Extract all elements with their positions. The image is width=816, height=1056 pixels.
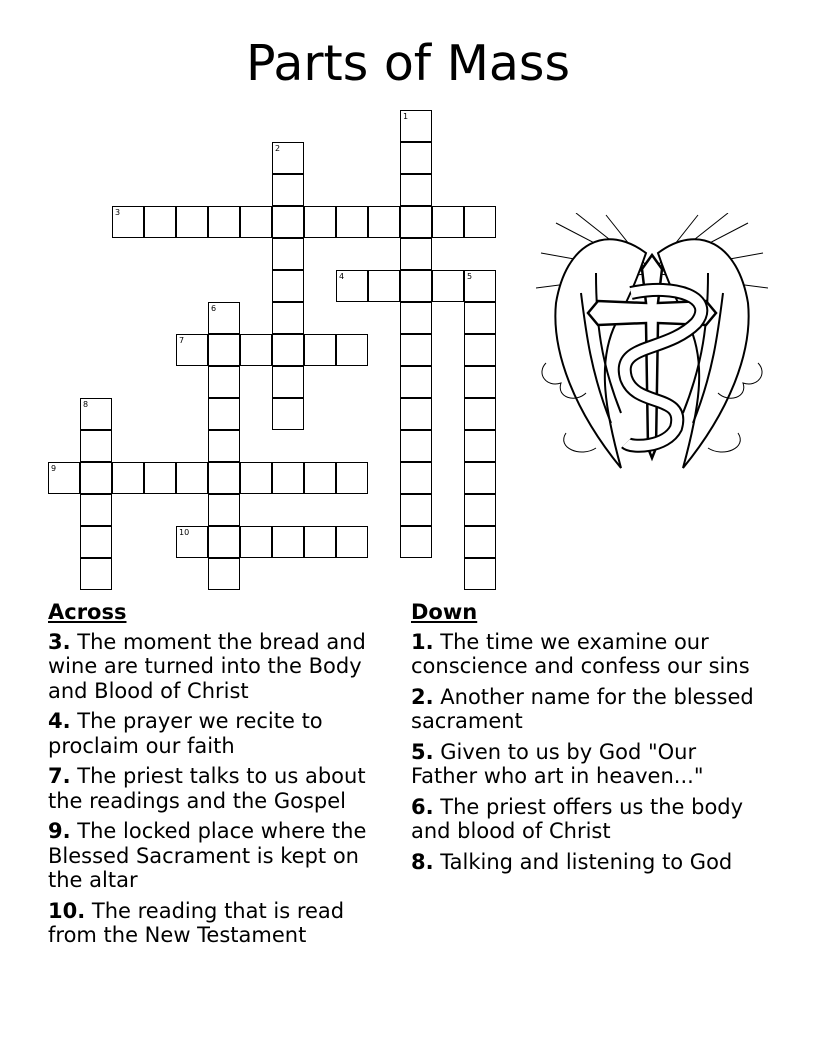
crossword-cell[interactable] bbox=[80, 558, 112, 590]
crossword-cell[interactable] bbox=[144, 462, 176, 494]
clue-number: 2 bbox=[275, 144, 281, 153]
crossword-cell[interactable] bbox=[272, 334, 304, 366]
crossword-cell[interactable] bbox=[208, 366, 240, 398]
crossword-cell[interactable] bbox=[176, 334, 208, 366]
crossword-cell[interactable] bbox=[464, 366, 496, 398]
crossword-cell[interactable] bbox=[464, 302, 496, 334]
down-clue-6: 6. The priest offers us the body and blood of Christ bbox=[411, 794, 744, 843]
down-clue-1: 1. The time we examine our conscience and confess our sins bbox=[411, 629, 750, 678]
crossword-cell[interactable] bbox=[176, 526, 208, 558]
crossword-cell[interactable] bbox=[464, 430, 496, 462]
crossword-cell[interactable] bbox=[272, 462, 304, 494]
across-clue-10: 10. The reading that is read from the New Testament bbox=[48, 898, 345, 947]
crossword-cell[interactable] bbox=[368, 270, 400, 302]
crossword-cell[interactable] bbox=[272, 270, 304, 302]
crossword-cell[interactable] bbox=[80, 494, 112, 526]
crossword-cell[interactable] bbox=[464, 334, 496, 366]
crossword-cell[interactable] bbox=[144, 206, 176, 238]
crossword-cell[interactable] bbox=[240, 206, 272, 238]
down-clue-8: 8. Talking and listening to God bbox=[411, 849, 733, 874]
clue-number: 9 bbox=[51, 464, 57, 473]
down-clue-2: 2. Another name for the blessed sacrament bbox=[411, 684, 754, 733]
crossword-cell[interactable] bbox=[336, 462, 368, 494]
crossword-cell[interactable] bbox=[272, 206, 304, 238]
crossword-cell[interactable] bbox=[400, 430, 432, 462]
across-clue-9: 9. The locked place where the Blessed Sacrament is kept on the altar bbox=[48, 819, 367, 892]
crossword-cell[interactable] bbox=[208, 430, 240, 462]
clue-number: 10 bbox=[179, 528, 190, 537]
clue-number: 1 bbox=[403, 112, 409, 121]
crossword-cell[interactable] bbox=[304, 334, 336, 366]
clue-number: 5 bbox=[467, 272, 473, 281]
crossword-cell[interactable] bbox=[400, 238, 432, 270]
crossword-cell[interactable] bbox=[400, 334, 432, 366]
crossword-cell[interactable] bbox=[80, 398, 112, 430]
crossword-cell[interactable] bbox=[336, 526, 368, 558]
clue-number: 4 bbox=[339, 272, 345, 281]
crossword-cell[interactable] bbox=[240, 526, 272, 558]
crossword-cell[interactable] bbox=[240, 334, 272, 366]
clue-number: 8 bbox=[83, 400, 89, 409]
crossword-cell[interactable] bbox=[272, 174, 304, 206]
crossword-cell[interactable] bbox=[464, 206, 496, 238]
crossword-cell[interactable] bbox=[464, 398, 496, 430]
crossword-cell[interactable] bbox=[80, 430, 112, 462]
crossword-cell[interactable] bbox=[208, 494, 240, 526]
crossword-cell[interactable] bbox=[272, 238, 304, 270]
winged-cross-with-banner-icon bbox=[536, 213, 768, 485]
crossword-cell[interactable] bbox=[208, 558, 240, 590]
crossword-cell[interactable] bbox=[400, 110, 432, 142]
crossword-cell[interactable] bbox=[272, 142, 304, 174]
crossword-cell[interactable] bbox=[208, 462, 240, 494]
clue-number: 7 bbox=[179, 336, 185, 345]
down-clue-5: 5. Given to us by God "Our Father who art in heaven..." bbox=[411, 739, 704, 788]
crossword-cell[interactable] bbox=[400, 366, 432, 398]
across-clue-7: 7. The priest talks to us about the readings and the Gospel bbox=[48, 764, 366, 813]
crossword-cell[interactable] bbox=[464, 494, 496, 526]
crossword-cell[interactable] bbox=[304, 526, 336, 558]
crossword-cell[interactable] bbox=[400, 494, 432, 526]
crossword-cell[interactable] bbox=[400, 270, 432, 302]
crossword-cell[interactable] bbox=[304, 462, 336, 494]
crossword-cell[interactable] bbox=[368, 206, 400, 238]
crossword-cell[interactable] bbox=[176, 462, 208, 494]
crossword-cell[interactable] bbox=[400, 462, 432, 494]
crossword-cell[interactable] bbox=[304, 206, 336, 238]
clue-number: 3 bbox=[115, 208, 121, 217]
crossword-cell[interactable] bbox=[240, 462, 272, 494]
crossword-cell[interactable] bbox=[432, 270, 464, 302]
crossword-cell[interactable] bbox=[464, 270, 496, 302]
crossword-cell[interactable] bbox=[176, 206, 208, 238]
down-heading: Down bbox=[411, 600, 478, 624]
crossword-cell[interactable] bbox=[336, 270, 368, 302]
crossword-cell[interactable] bbox=[432, 206, 464, 238]
crossword-cell[interactable] bbox=[272, 302, 304, 334]
crossword-cell[interactable] bbox=[464, 462, 496, 494]
crossword-cell[interactable] bbox=[464, 526, 496, 558]
crossword-cell[interactable] bbox=[400, 142, 432, 174]
crossword-cell[interactable] bbox=[80, 462, 112, 494]
crossword-cell[interactable] bbox=[208, 526, 240, 558]
crossword-cell[interactable] bbox=[112, 462, 144, 494]
crossword-cell[interactable] bbox=[336, 334, 368, 366]
crossword-cell[interactable] bbox=[336, 206, 368, 238]
crossword-cell[interactable] bbox=[272, 526, 304, 558]
page-title: Parts of Mass bbox=[245, 35, 570, 92]
across-clue-4: 4. The prayer we recite to proclaim our faith bbox=[48, 709, 323, 758]
across-heading: Across bbox=[48, 600, 127, 624]
crossword-cell[interactable] bbox=[80, 526, 112, 558]
crossword-cell[interactable] bbox=[400, 302, 432, 334]
down-clues bbox=[411, 600, 761, 880]
crossword-cell[interactable] bbox=[208, 302, 240, 334]
crossword-cell[interactable] bbox=[400, 206, 432, 238]
crossword-cell[interactable] bbox=[48, 462, 80, 494]
crossword-cell[interactable] bbox=[112, 206, 144, 238]
crossword-cell[interactable] bbox=[400, 398, 432, 430]
crossword-cell[interactable] bbox=[208, 206, 240, 238]
crossword-cell[interactable] bbox=[208, 334, 240, 366]
across-clue-3: 3. The moment the bread and wine are turned into the Body and Blood of Christ bbox=[48, 629, 366, 703]
across-clues bbox=[48, 600, 398, 954]
crossword-cell[interactable] bbox=[464, 558, 496, 590]
crossword-cell[interactable] bbox=[400, 526, 432, 558]
crossword-cell[interactable] bbox=[272, 398, 304, 430]
crossword-cell[interactable] bbox=[400, 174, 432, 206]
crossword-cell[interactable] bbox=[272, 366, 304, 398]
clue-number: 6 bbox=[211, 304, 217, 313]
crossword-cell[interactable] bbox=[208, 398, 240, 430]
